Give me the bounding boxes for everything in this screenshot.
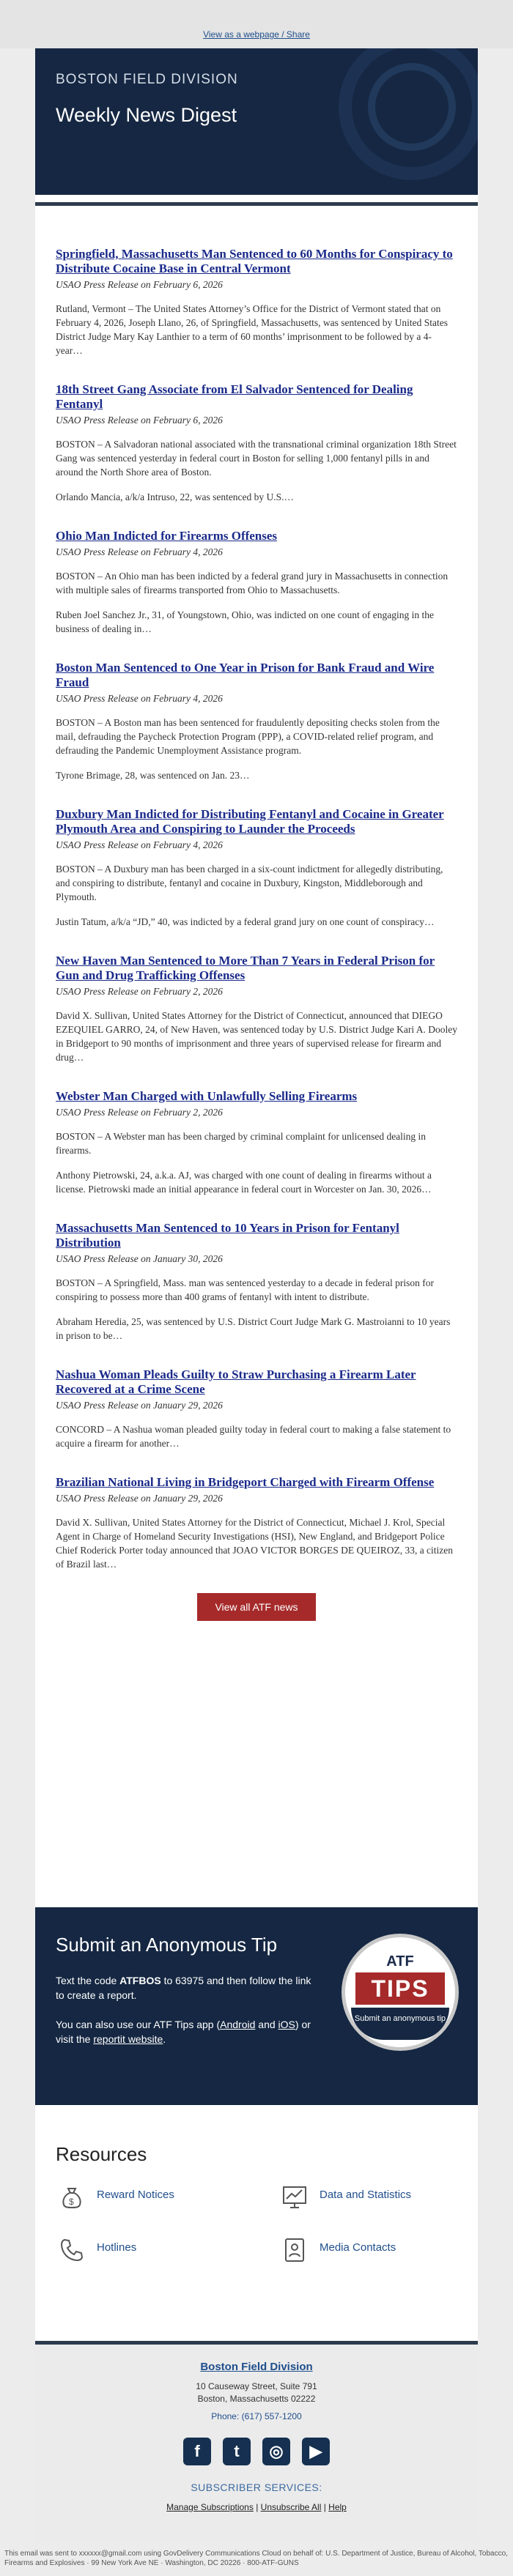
- instagram-icon[interactable]: ◎: [262, 2438, 290, 2465]
- tip-text-app: [56, 2017, 320, 2046]
- reportit-link[interactable]: reportit website: [93, 2033, 163, 2045]
- link-separator: |: [256, 2502, 261, 2512]
- news-item: [56, 382, 457, 504]
- news-summary: Justin Tatum, a/k/a “JD,” 40, was indicted by a federal grand jury on one count of conspiracy…: [56, 916, 435, 927]
- news-item: [56, 1089, 457, 1196]
- youtube-icon[interactable]: ▶: [302, 2438, 330, 2465]
- manage-subscriptions-link[interactable]: Manage Subscriptions: [166, 2502, 254, 2512]
- news-source: USAO Press Release on January 29, 2026: [56, 1400, 223, 1411]
- news-source: USAO Press Release on January 29, 2026: [56, 1493, 223, 1504]
- news-source: USAO Press Release on February 4, 2026: [56, 693, 223, 704]
- tip-title: Submit an Anonymous Tip: [56, 1934, 278, 1956]
- news-source: USAO Press Release on February 6, 2026: [56, 415, 223, 426]
- news-item: [56, 807, 457, 929]
- contact-card-icon: [281, 2237, 308, 2263]
- header-banner: [35, 48, 478, 195]
- ios-link[interactable]: iOS: [278, 2019, 295, 2030]
- news-summary: Ruben Joel Sanchez Jr., 31, of Youngstown, Ohio, was indicted on one count of engaging in the business of dealing in…: [56, 609, 434, 634]
- news-title-link[interactable]: New Haven Man Sentenced to More Than 7 Years in Federal Prison for Gun and Drug Trafficking Offenses: [56, 954, 435, 982]
- resources-section: [35, 2121, 478, 2334]
- atf-tips-badge[interactable]: [342, 1934, 459, 2051]
- phone-icon: [59, 2237, 85, 2263]
- badge-tips: TIPS: [355, 1972, 445, 2005]
- view-all-wrap: [56, 1593, 457, 1621]
- news-item: [56, 1367, 457, 1450]
- atf-seal-inner: [368, 63, 456, 151]
- news-list: [35, 206, 478, 1621]
- news-summary: BOSTON – A Salvadoran national associated with the transnational criminal organization 18th Street Gang was sentenced yesterday in federal court in Boston for selling 1,000 fentanyl pills in and around the North Shore area of Boston.: [56, 439, 457, 478]
- footer-divider: [35, 2341, 478, 2345]
- news-summary: BOSTON – A Duxbury man has been charged in a six-count indictment for allegedly distributing, and conspiring to distribute, fentanyl and cocaine in Duxbury, Kingston, Middleborough and Plymouth.: [56, 864, 443, 902]
- news-summary: BOSTON – A Springfield, Mass. man was sentenced yesterday to a decade in federal prison for conspiring to possess more than 400 grams of fentanyl with intent to distribute.: [56, 1277, 434, 1302]
- division-name: BOSTON FIELD DIVISION: [56, 72, 238, 87]
- tip-code: ATFBOS: [119, 1975, 161, 1986]
- reward-notices-link[interactable]: Reward Notices: [97, 2189, 174, 2201]
- view-as-webpage-link[interactable]: View as a webpage / Share: [203, 29, 310, 40]
- news-summary: David X. Sullivan, United States Attorney for the District of Connecticut, announced that DIEGO EZEQUIEL GARRO, 24, of New Haven, was sentenced today by U.S. District Judge Kari A. Dooley in Bridgeport to 90 months of imprisonment and three years of supervised release for firearm and drug…: [56, 1010, 458, 1063]
- anonymous-tip-section: [35, 1907, 478, 2105]
- badge-sub: Submit an anonymous tip: [351, 2008, 449, 2040]
- tip-text: ) or visit the: [56, 2019, 311, 2045]
- news-summary: Anthony Pietrowski, 24, a.k.a. AJ, was charged with one count of dealing in firearms without a license. Pietrowski made an initial appearance in federal court in Worcester on Jan. 30, 2026…: [56, 1170, 432, 1195]
- news-source: USAO Press Release on February 2, 2026: [56, 986, 223, 997]
- address-line-1: 10 Causeway Street, Suite 791: [196, 2381, 317, 2391]
- chart-icon: [281, 2184, 308, 2211]
- news-source: USAO Press Release on February 4, 2026: [56, 839, 223, 850]
- view-all-news-button[interactable]: View all ATF news: [197, 1593, 315, 1621]
- news-summary: Rutland, Vermont – The United States Attorney’s Office for the District of Vermont stated that on February 4, 2026, Joseph Llano, 26, of Springfield, Massachusetts, was sentenced by United States District Judge Mary Kay Lanthier to a term of 60 months’ imprisonment to be followed by a 4-year…: [56, 303, 449, 356]
- tip-text: .: [163, 2033, 166, 2045]
- field-division-link[interactable]: Boston Field Division: [200, 2361, 313, 2373]
- badge-atf: ATF: [386, 1953, 414, 1970]
- news-source: USAO Press Release on January 30, 2026: [56, 1253, 223, 1264]
- news-source: USAO Press Release on February 6, 2026: [56, 279, 223, 290]
- news-summary: David X. Sullivan, United States Attorney for the District of Connecticut, Michael J. Krol, Special Agent in Charge of Homeland Security Investigations (HSI), New England, and Bridgeport Police Chief Roderick Porter today announced that JOAO VICTOR BORGES DE QUEIROZ, 33, a citizen of Brazil last…: [56, 1517, 454, 1570]
- news-item: [56, 1221, 457, 1343]
- footer: [35, 2341, 478, 2542]
- news-summary: Tyrone Brimage, 28, was sentenced on Jan. 23…: [56, 770, 250, 781]
- facebook-icon[interactable]: f: [183, 2438, 211, 2465]
- subscriber-links: [35, 2502, 478, 2512]
- tip-text: and: [255, 2019, 278, 2030]
- android-link[interactable]: Android: [220, 2019, 256, 2030]
- news-source: USAO Press Release on February 4, 2026: [56, 546, 223, 557]
- top-bar: [0, 0, 513, 48]
- news-title-link[interactable]: Webster Man Charged with Unlawfully Selling Firearms: [56, 1089, 358, 1103]
- news-title-link[interactable]: Massachusetts Man Sentenced to 10 Years in Prison for Fentanyl Distribution: [56, 1221, 399, 1250]
- twitter-icon[interactable]: t: [223, 2438, 251, 2465]
- news-source: USAO Press Release on February 2, 2026: [56, 1107, 223, 1118]
- news-summary: BOSTON – A Webster man has been charged by criminal complaint for unlicensed dealing in firearms.: [56, 1131, 427, 1156]
- digest-title: Weekly News Digest: [56, 104, 237, 126]
- news-item: [56, 247, 457, 357]
- link-separator: |: [323, 2502, 329, 2512]
- news-item: [56, 529, 457, 636]
- legal-notice: This email was sent to xxxxxx@gmail.com using GovDelivery Communications Cloud on behalf of: U.S. Department of Justice, Bureau of Alcohol, Tobacco, Firearms and Explosives · 99 New York Ave NE · Washington, DC 20226 · 800-ATF-GUNS: [4, 2550, 508, 2567]
- footer-address: [35, 2380, 478, 2405]
- svg-text:$: $: [69, 2197, 74, 2207]
- money-bag-icon: [59, 2184, 85, 2211]
- news-title-link[interactable]: Ohio Man Indicted for Firearms Offenses: [56, 529, 278, 543]
- hotlines-link[interactable]: Hotlines: [97, 2241, 137, 2254]
- data-statistics-link[interactable]: Data and Statistics: [320, 2189, 412, 2201]
- news-summary: BOSTON – A Boston man has been sentenced for fraudulently depositing checks stolen from the mail, defrauding the Paycheck Protection Program (PPP), a COVID-related relief program, and defrauding the Pandemic Unemployment Assistance program.: [56, 717, 440, 756]
- news-summary: Orlando Mancia, a/k/a Intruso, 22, was sentenced by U.S.…: [56, 491, 295, 502]
- news-title-link[interactable]: Boston Man Sentenced to One Year in Prison for Bank Fraud and Wire Fraud: [56, 661, 435, 689]
- tip-text: You can also use our ATF Tips app (: [56, 2019, 221, 2030]
- media-contacts-link[interactable]: Media Contacts: [320, 2241, 396, 2254]
- news-item: [56, 954, 457, 1064]
- news-title-link[interactable]: Brazilian National Living in Bridgeport Charged with Firearm Offense: [56, 1475, 435, 1489]
- news-summary: BOSTON – An Ohio man has been indicted by a federal grand jury in Massachusetts in connection with multiple sales of firearms transported from Ohio to Massachusetts.: [56, 571, 449, 595]
- news-item: [56, 1475, 457, 1571]
- news-title-link[interactable]: Springfield, Massachusetts Man Sentenced to 60 Months for Conspiracy to Distribute Cocaine Base in Central Vermont: [56, 247, 453, 275]
- subscriber-services-label: SUBSCRIBER SERVICES:: [191, 2482, 322, 2493]
- tip-text: Text the code: [56, 1975, 120, 1986]
- news-title-link[interactable]: Duxbury Man Indicted for Distributing Fentanyl and Cocaine in Greater Plymouth Area and Conspiring to Launder the Proceeds: [56, 807, 444, 836]
- news-title-link[interactable]: Nashua Woman Pleads Guilty to Straw Purchasing a Firearm Later Recovered at a Crime Scene: [56, 1367, 416, 1396]
- unsubscribe-all-link[interactable]: Unsubscribe All: [260, 2502, 322, 2512]
- news-summary: Abraham Heredia, 25, was sentenced by U.S. District Court Judge Mark G. Mastroianni to 10 years in prison to be…: [56, 1316, 451, 1341]
- news-summary: CONCORD – A Nashua woman pleaded guilty today in federal court to making a false statement to acquire a firearm for another…: [56, 1424, 451, 1449]
- address-line-2: Boston, Massachusetts 02222: [197, 2394, 316, 2404]
- social-links: [35, 2438, 478, 2465]
- tip-text-code: [56, 1973, 320, 2002]
- email-body: [35, 48, 478, 2542]
- help-link[interactable]: Help: [328, 2502, 347, 2512]
- news-item: [56, 661, 457, 782]
- news-title-link[interactable]: 18th Street Gang Associate from El Salvador Sentenced for Dealing Fentanyl: [56, 382, 413, 411]
- resources-title: Resources: [56, 2143, 147, 2165]
- tip-text: to 63975 and then follow the link to create a report.: [56, 1975, 311, 2001]
- footer-phone[interactable]: Phone: (617) 557-1200: [211, 2411, 302, 2421]
